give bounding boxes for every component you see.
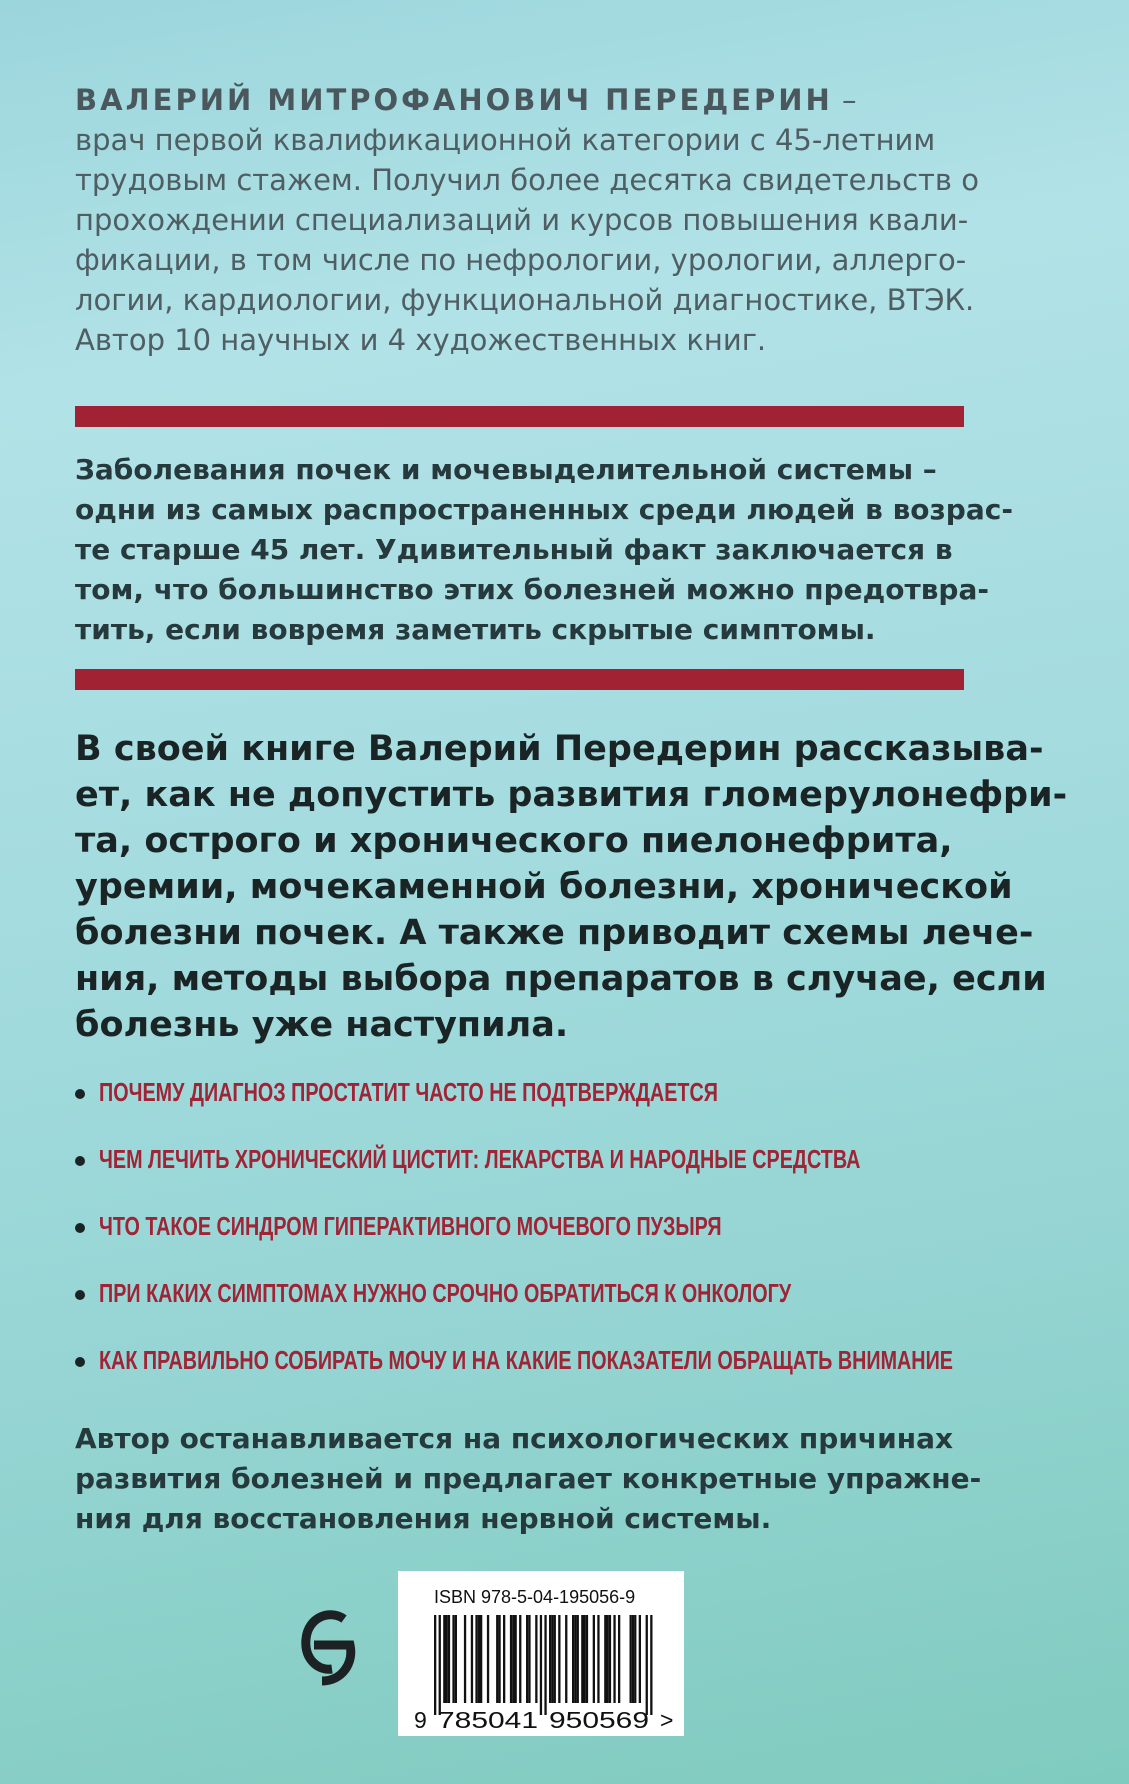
barcode-bar (471, 1615, 473, 1703)
barcode-bar (455, 1615, 457, 1703)
author-name: ВАЛЕРИЙ МИТРОФАНОВИЧ ПЕРЕДЕРИН (75, 83, 833, 117)
main-line: та, острого и хронического пиелонефрита, (75, 821, 953, 861)
outro-line: ния для восстановления нервной системы. (75, 1502, 772, 1535)
barcode-bar (510, 1615, 512, 1703)
barcode-bar (565, 1615, 567, 1703)
author-bio-line: фикации, в том числе по нефрологии, урологии, аллерго- (75, 243, 967, 277)
barcode-bar (551, 1615, 553, 1703)
outro-line: развития болезней и предлагает конкретные упражне- (75, 1462, 982, 1495)
author-bio-line: врач первой квалификационной категории с 45-летним (75, 123, 936, 157)
author-bio-line: трудовым стажем. Получил более десятка свидетельств о (75, 163, 979, 197)
barcode-bar (634, 1615, 636, 1703)
author-dash: – (832, 83, 857, 117)
barcode-bar (632, 1615, 634, 1703)
outro-line: Автор останавливается на психологических причинах (75, 1422, 954, 1455)
barcode-bar (607, 1615, 609, 1703)
barcode-guard-bar (650, 1615, 652, 1715)
barcode-bar (503, 1615, 505, 1703)
barcode-bar (519, 1615, 521, 1703)
isbn-barcode (398, 1571, 684, 1736)
barcode-bar (554, 1615, 556, 1703)
barcode-bar (618, 1615, 620, 1703)
barcode-bar (572, 1615, 574, 1703)
author-bio-line (75, 80, 1075, 120)
barcode-end-mark: > (660, 1707, 674, 1733)
list-item (75, 1341, 1095, 1408)
barcode-bar (584, 1615, 586, 1703)
barcode-graphic (398, 1571, 684, 1736)
barcode-bar (577, 1615, 579, 1703)
main-line: уремии, мочекаменной болезни, хронической (75, 867, 1013, 907)
barcode-bar (630, 1615, 632, 1703)
bullet-dot-icon (75, 1290, 85, 1300)
author-bio-line: Автор 10 научных и 4 художественных книг. (75, 323, 767, 357)
intro-line: одни из самых распространенных среди людей в возрас- (75, 493, 1013, 526)
list-item (75, 1140, 1095, 1207)
barcode-bar (604, 1615, 606, 1703)
list-item-text: ПРИ КАКИХ СИМПТОМАХ НУЖНО СРОЧНО ОБРАТИТЬСЯ К ОНКОЛОГУ (99, 1278, 792, 1308)
intro-line: те старше 45 лет. Удивительный факт заключается в (75, 533, 953, 566)
barcode-bar (535, 1615, 537, 1703)
intro-paragraph (75, 450, 1085, 650)
author-bio-line: прохождении специализаций и курсов повышения квали- (75, 203, 969, 237)
barcode-bar (609, 1615, 611, 1703)
barcode-bar (639, 1615, 641, 1703)
red-divider-top (75, 406, 964, 427)
barcode-bar (498, 1615, 500, 1703)
bullet-dot-icon (75, 1156, 85, 1166)
barcode-bar (528, 1615, 530, 1703)
barcode-bar (586, 1615, 588, 1703)
intro-line: Заболевания почек и мочевыделительной системы – (75, 453, 937, 486)
barcode-right-digits: 950569 (549, 1707, 649, 1733)
bullet-dot-icon (75, 1223, 85, 1233)
list-item-text: ЧЕМ ЛЕЧИТЬ ХРОНИЧЕСКИЙ ЦИСТИТ: ЛЕКАРСТВА И НАРОДНЫЕ СРЕДСТВА (99, 1144, 861, 1174)
barcode-bar (452, 1615, 454, 1703)
barcode-first-digit: 9 (414, 1707, 427, 1733)
main-line: В своей книге Валерий Передерин рассказыва- (75, 729, 1044, 769)
barcode-bar (487, 1615, 489, 1703)
barcode-left-digits: 785041 (438, 1707, 538, 1733)
main-description (75, 726, 1085, 1048)
barcode-bar (593, 1615, 595, 1703)
intro-line: тить, если вовремя заметить скрытые симптомы. (75, 613, 876, 646)
barcode-guard-bar (439, 1615, 441, 1715)
barcode-bar (443, 1615, 445, 1703)
barcode-bar (526, 1615, 528, 1703)
list-item-text: КАК ПРАВИЛЬНО СОБИРАТЬ МОЧУ И НА КАКИЕ ПОКАЗАТЕЛИ ОБРАЩАТЬ ВНИМАНИЕ (99, 1345, 953, 1375)
barcode-bar (613, 1615, 615, 1703)
barcode-bar (549, 1615, 551, 1703)
barcode-bar (446, 1615, 448, 1703)
main-line: ния, методы выбора препаратов в случае, если (75, 959, 1047, 999)
barcode-bar (496, 1615, 498, 1703)
isbn-label: ISBN 978-5-04-195056-9 (434, 1587, 636, 1607)
topics-list (75, 1073, 1095, 1408)
barcode-guard-bar (646, 1615, 648, 1715)
intro-line: том, что большинство этих болезней можно предотвра- (75, 573, 989, 606)
barcode-guard-bar (540, 1615, 542, 1715)
barcode-bar (512, 1615, 514, 1703)
bullet-dot-icon (75, 1357, 85, 1367)
red-divider-bottom (75, 669, 964, 690)
barcode-bar (480, 1615, 482, 1703)
barcode-bars (434, 1615, 653, 1715)
barcode-bar (515, 1615, 517, 1703)
list-item (75, 1073, 1095, 1140)
author-bio (75, 80, 1075, 360)
closing-paragraph (75, 1419, 1085, 1539)
barcode-guard-bar (544, 1615, 546, 1715)
eksmo-logo-icon (300, 1605, 360, 1695)
barcode-bar (558, 1615, 560, 1703)
list-item-text: ЧТО ТАКОЕ СИНДРОМ ГИПЕРАКТИВНОГО МОЧЕВОГО ПУЗЫРЯ (99, 1211, 722, 1241)
barcode-bar (597, 1615, 599, 1703)
author-bio-line: логии, кардиологии, функциональной диагностике, ВТЭК. (75, 283, 975, 317)
barcode-bar (464, 1615, 466, 1703)
barcode-bar (448, 1615, 450, 1703)
barcode-bar (574, 1615, 576, 1703)
main-line: болезни почек. А также приводит схемы лече- (75, 913, 1034, 953)
barcode-guard-bar (434, 1615, 436, 1715)
barcode-bar (478, 1615, 480, 1703)
barcode-bar (581, 1615, 583, 1703)
list-item (75, 1207, 1095, 1274)
list-item (75, 1274, 1095, 1341)
main-line: ет, как не допустить развития гломерулонефри- (75, 775, 1068, 815)
bullet-dot-icon (75, 1089, 85, 1099)
list-item-text: ПОЧЕМУ ДИАГНОЗ ПРОСТАТИТ ЧАСТО НЕ ПОДТВЕРЖДАЕТСЯ (99, 1077, 718, 1107)
barcode-bar (475, 1615, 477, 1703)
main-line: болезнь уже наступила. (75, 1005, 569, 1045)
